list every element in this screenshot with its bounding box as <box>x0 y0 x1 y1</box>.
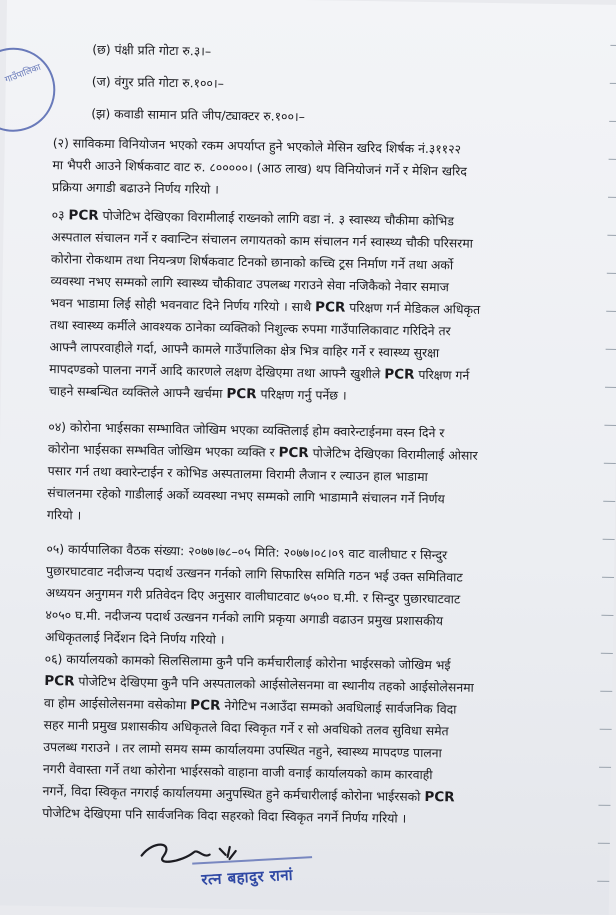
text-segment: ०४) कोरोना भाईसका सम्भावित जोखिम भएका व्यक्तिलाई होम क्वारेन्टाईनमा वस्न दिने र <box>48 419 444 440</box>
pcr-term: PCR <box>384 366 414 382</box>
pcr-term: PCR <box>44 673 74 689</box>
text-segment: आफ्नै लापरवाहीले गर्दा, आफ्नै कामले गाउँपालिका क्षेत्र भित्र वाहिर गर्ने र स्वास्थ्य सुरक्षा <box>49 339 439 360</box>
margin-mark <box>609 159 616 160</box>
margin-mark <box>598 843 610 844</box>
text-segment: नगरी वेवास्ता गर्ने तथा कोरोना भाईरसको वाहाना वाजी वनाई कार्यालयको काम कारवाही <box>43 761 433 782</box>
text-segment: सहर मानी प्रमुख प्रशासकीय अधिकृतले विदा स्विकृत गर्ने र सो अवधिको तलव सुविधा समेत <box>44 717 449 738</box>
pcr-term: PCR <box>315 299 345 315</box>
text-segment: पसार गर्न तथा क्वारेन्टाईन र कोभिड अस्पतालमा विरामी लैजान र ल्याउन हाल भाडामा <box>48 463 428 484</box>
text-segment: संचालनमा रहेको गाडीलाई अर्को व्यवस्था नभए सम्मको लागि भाडामानै संचालन गर्ने निर्णय <box>47 485 445 506</box>
text-segment: वा होम आईसोलेसनमा वसेकोमा <box>44 695 190 712</box>
margin-mark <box>606 349 616 350</box>
margin-mark <box>609 121 616 122</box>
margin-mark <box>602 577 614 578</box>
notebook-margin-marks <box>595 5 616 915</box>
text-segment: कोरोना रोकथाम तथा नियन्त्रण शिर्षकवाट टिनको छानाको कच्चि ट्रस निर्माण गर्ने तथा अर्को <box>51 251 453 272</box>
item-ja: (ज) वंगुर प्रति गोटा रु.१००।– <box>54 70 594 100</box>
text-line: प्रक्रिया अगाडी बढाउने निर्णय गरियो । <box>52 176 592 206</box>
pcr-term: PCR <box>278 445 308 461</box>
stamp-text: गाउँपालिका <box>4 63 43 87</box>
text-segment: परिक्षण गर्नु पर्नेछ । <box>256 386 346 402</box>
text-segment: अस्पताल संचालन गर्ने र क्वान्टिन संचालन लगायतको काम संचालन गर्न स्वास्थ्य चौकी परिसरमा <box>51 229 473 251</box>
text-segment: पोजेटिभ देखिएमा पनि सार्वजनिक विदा सहरको विदा स्विकृत नगर्ने निर्णय गरियो । <box>42 805 406 826</box>
margin-mark <box>605 387 616 388</box>
text-line: अधिकृतलाई निर्देशन दिने निर्णय गरियो । <box>45 626 585 656</box>
item-list <box>53 38 594 132</box>
name-seal: रत्न बहादुर रानां <box>201 865 294 890</box>
text-line: (२) साविकमा विनियोजन भएको रकम अपर्याप्त हुने भएकोले मेसिन खरिद शिर्षक नं.३११२२ <box>53 132 593 162</box>
text-segment: पोजेटिभ देखिएका विरामीलाई राख्नको लागि वडा नं. ३ स्वास्थ्य चौकीमा कोभिड <box>99 208 454 229</box>
margin-mark <box>604 425 616 426</box>
text-segment: मापदण्डको पालना नगर्ने आदि कारणले लक्षण देखिएमा तथा आफ्नै खुशीले <box>49 361 384 381</box>
text-line: ०५) कार्यपालिका वैठक संख्या: २०७७।७८–०५ मिति: २०७७।०८।०९ वाट वालीघाट र सिन्दुर <box>46 538 586 568</box>
margin-mark <box>600 729 612 730</box>
text-segment: ०३ <box>52 207 69 222</box>
pcr-term: PCR <box>226 386 256 402</box>
text-segment: ०६) कार्यालयको कामको सिलसिलामा कुनै पनि कर्मचारीलाई कोरोना भाईरसको जोखिम भई <box>45 651 451 672</box>
item-chha: (छ) पंक्षी प्रति गोटा रु.३।– <box>54 38 594 68</box>
text-segment: तथा स्वास्थ्य कर्मीले आवश्यक ठानेका व्यक्तिको निशुल्क रुपमा गाउँपालिकावाट गरिदिने तर <box>50 317 451 338</box>
text-segment: नगर्ने, विदा स्विकृत नगराई कार्यालयमा अनुपस्थित हुने कर्मचारीलाई कोरोना भाईरसको <box>43 783 425 804</box>
pcr-term: PCR <box>68 207 98 223</box>
text-line: मा भैपरी आउने शिर्षकवाट वाट रु. ८०००००। (आठ लाख) थप विनियोजनं गर्ने र मेशिन खरिद <box>52 154 592 184</box>
pcr-term: PCR <box>190 697 220 713</box>
paragraph-6 <box>42 648 585 832</box>
margin-mark <box>601 653 613 654</box>
text-segment: पोजेटिभ देखिएमा कुनै पनि अस्पतालको आईसोलेसनमा वा स्थानीय तहको आईसोलेसनमा <box>74 673 473 694</box>
margin-mark <box>604 463 616 464</box>
text-segment: परिक्षण गर्न मेडिकल अधिकृत <box>345 300 480 317</box>
text-segment: गरियो । <box>47 507 82 523</box>
paragraph-2 <box>52 132 593 206</box>
text-segment: परिक्षण गर्न <box>414 367 469 383</box>
margin-mark <box>603 501 615 502</box>
text-line: ४०५० घ.मी. नदीजन्य पदार्थ उत्खनन गर्नको लागि प्रकृया अगाडी वढाउन प्रमुख प्रशासकीय <box>45 604 585 634</box>
text-line: अध्ययन अनुगमन गरी प्रतिवेदन दिए अनुसार वालीघाटवाट ७५०० घ.मी. र सिन्दुर पुछारघाटवाट <box>46 582 586 612</box>
text-segment: भवन भाडामा लिई सोही भवनवाट दिने निर्णय गरियो । साथै <box>50 295 315 314</box>
margin-mark <box>606 311 616 312</box>
margin-mark <box>601 615 613 616</box>
text-line: पुछारघाटवाट नदीजन्य पदार्थ उत्खनन गर्नको लागि सिफारिस समिति गठन भई उक्त समितिवाट <box>46 560 586 590</box>
margin-mark <box>599 767 611 768</box>
paragraph-3 <box>49 204 592 410</box>
text-segment: कोरोना भाईसका सम्भवित जोखिम भएका व्यक्ति र <box>48 441 279 460</box>
pcr-term: PCR <box>424 789 454 805</box>
text-segment: व्यवस्था नभए सम्मको लागि स्वास्थ्य चौकीवाट उपलब्ध गराउने सेवा नजिकैको नेवार समाज <box>51 273 449 294</box>
margin-mark <box>607 235 616 236</box>
text-segment: पोजेटिभ देखिएका विरामीलाई ओसार <box>309 445 478 463</box>
margin-mark <box>603 539 615 540</box>
margin-mark <box>610 83 616 84</box>
margin-mark <box>600 691 612 692</box>
margin-mark <box>610 45 616 46</box>
paragraph-4 <box>47 416 589 534</box>
margin-mark <box>598 805 610 806</box>
text-segment: नेगेटिभ नआउँदा सम्मको अवधिलाई सार्वजनिक विदा <box>220 698 456 717</box>
item-jha: (झ) कवाडी सामान प्रति जीप/ट्याक्टर रु.१००।– <box>53 102 593 132</box>
paragraph-5 <box>45 538 587 656</box>
text-segment: उपलब्ध गराउने । तर लामो समय सम्म कार्यालयमा उपस्थित नहुने, स्वास्थ्य मापदण्ड पालना <box>43 739 442 760</box>
text-segment: चाहने सम्बन्धित व्यक्तिले आफ्नै खर्चमा <box>49 383 227 401</box>
margin-mark <box>607 273 616 274</box>
margin-mark <box>608 197 616 198</box>
margin-mark <box>597 881 609 882</box>
